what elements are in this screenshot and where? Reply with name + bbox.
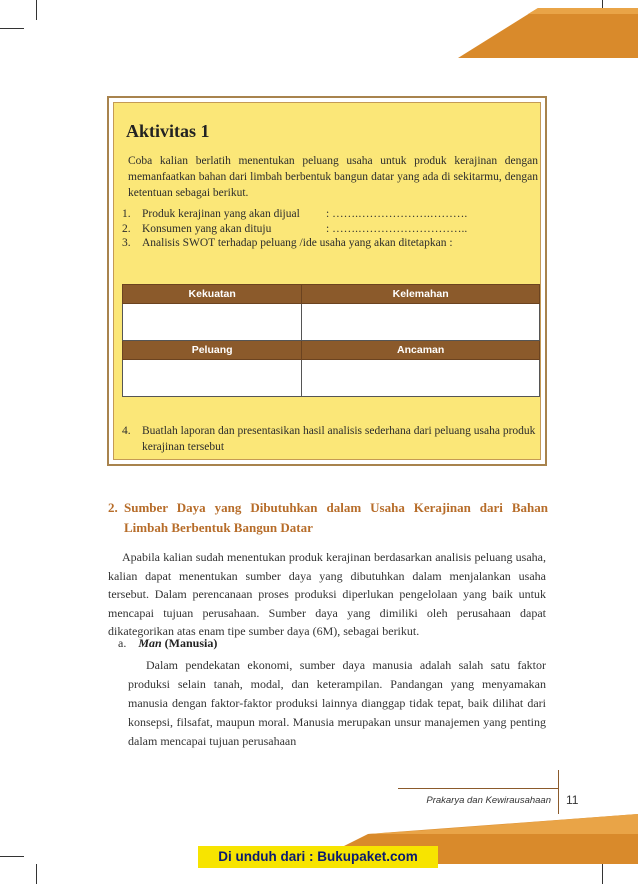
subsection-term-translation: (Manusia)	[164, 636, 218, 650]
subsection-a-heading	[118, 636, 217, 651]
footer-divider	[398, 788, 558, 789]
activity-box	[107, 96, 547, 466]
page-number: 11	[566, 793, 579, 807]
swot-header-threats: Ancaman	[302, 341, 540, 360]
list-item	[122, 207, 542, 222]
list-item-number: 3.	[122, 237, 131, 249]
decorative-corner-top	[388, 0, 638, 80]
subsection-letter: a.	[118, 636, 127, 650]
subsection-term: Man	[138, 636, 162, 650]
footer-divider-vertical	[558, 770, 559, 814]
swot-cell-weaknesses[interactable]	[302, 304, 540, 341]
activity-title: Aktivitas 1	[126, 121, 210, 141]
crop-mark	[0, 856, 24, 857]
section-number: 2.	[108, 500, 118, 515]
subsection-a-paragraph: Dalam pendekatan ekonomi, sumber daya manusia adalah salah satu faktor produksi selain tanah, modal, dan keterampilan. Pandangan yang menyamakan manusia dengan faktor-faktor produksi lainnya dianggap tidak tepat, baik dilihat dari konsepsi, filsafat, maupun moral. Manusia merupakan unsur manajemen yang penting dalam mencapai tujuan perusahaan	[128, 658, 546, 748]
list-item	[122, 236, 542, 251]
list-item-label: Produk kerajinan yang akan dijual	[142, 208, 300, 220]
list-item-number: 4.	[122, 425, 131, 437]
section-heading	[108, 498, 548, 538]
crop-mark	[36, 0, 37, 20]
list-item-number: 2.	[122, 222, 131, 235]
swot-header-strengths: Kekuatan	[123, 285, 302, 304]
activity-point-4-text: Buatlah laporan dan presentasikan hasil analisis sederhana dari peluang usaha produk kerajinan tersebut	[142, 425, 536, 453]
footer-book-title: Prakarya dan Kewirausahaan	[426, 795, 551, 806]
swot-cell-opportunities[interactable]	[123, 360, 302, 397]
section-title: Sumber Daya yang Dibutuhkan dalam Usaha Kerajinan dari Bahan Limbah Berbentuk Bangun Datar	[124, 500, 548, 535]
swot-header-opportunities: Peluang	[123, 341, 302, 360]
activity-point-4	[122, 423, 542, 455]
section-paragraph: Apabila kalian sudah menentukan produk kerajinan berdasarkan analisis peluang usaha, kalian dapat menentukan sumber daya yang dibutuhkan dalam menjalankan usaha tersebut. Dalam perencanaan proses produksi diperlukan pengelolaan yang baik untuk mencapai tujuan perusahaan. Sumber daya yang dimiliki oleh perusahaan dapat dikategorikan atas enam tipe sumber daya (6M), sebagai berikut.	[108, 550, 546, 638]
activity-intro: Coba kalian berlatih menentukan peluang usaha untuk produk kerajinan dengan memanfaatkan bahan dari limbah berbentuk bangun datar yang ada di sekitarmu, dengan ketentuan sebagai berikut.	[128, 155, 538, 199]
list-item-number: 1.	[122, 208, 131, 220]
activity-list	[122, 207, 542, 251]
crop-mark	[0, 28, 24, 29]
activity-inner-panel	[113, 102, 541, 460]
list-item-value: : …….……………….……….	[326, 208, 468, 220]
swot-cell-strengths[interactable]	[123, 304, 302, 341]
swot-cell-threats[interactable]	[302, 360, 540, 397]
list-item-label: Konsumen yang akan dituju	[142, 222, 272, 235]
list-item-value: : …….………………………..	[326, 222, 468, 235]
swot-table	[122, 284, 540, 397]
swot-header-weaknesses: Kelemahan	[302, 285, 540, 304]
crop-mark	[36, 864, 37, 884]
list-item	[122, 222, 542, 237]
download-banner[interactable]: Di unduh dari : Bukupaket.com	[198, 846, 438, 868]
decorative-corner-bottom	[308, 804, 638, 884]
list-item-label: Analisis SWOT terhadap peluang /ide usaha yang akan ditetapkan :	[142, 237, 453, 249]
